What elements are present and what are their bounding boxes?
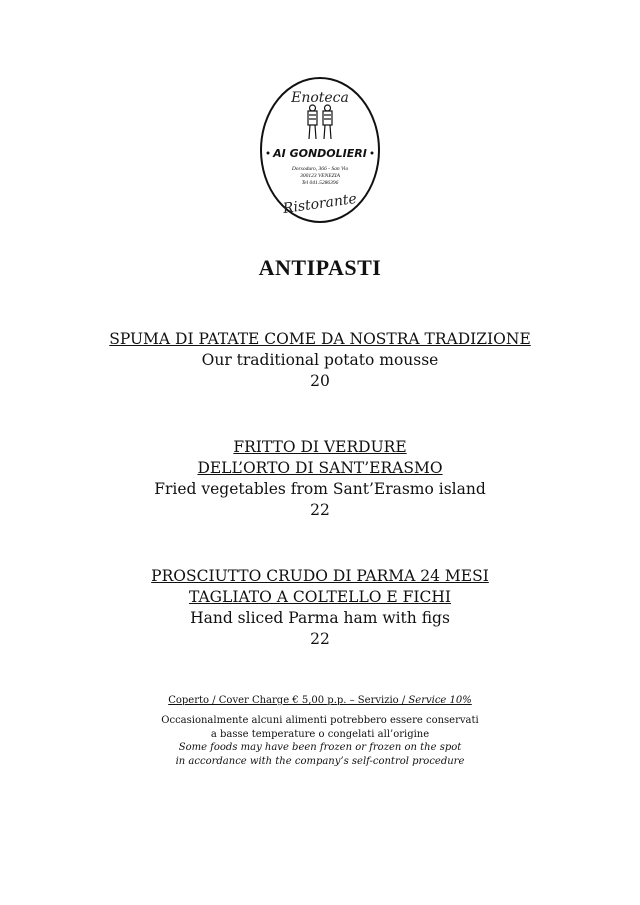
item-name: DELL’ORTO DI SANT’ERASMO: [197, 459, 443, 477]
storage-note: [0, 714, 640, 768]
menu-item: [0, 566, 640, 650]
note-it-1: Occasionalmente alcuni alimenti potrebbero essere conservati: [161, 715, 479, 726]
svg-text:Enoteca: Enoteca: [291, 90, 349, 106]
item-name: TAGLIATO A COLTELLO E FICHI: [188, 588, 451, 606]
svg-text:AI GONDOLIERI: AI GONDOLIERI: [273, 147, 367, 160]
note-en-1: Some foods may have been frozen or frozen on the spot: [178, 742, 462, 753]
svg-text:Tel 041.5286396: Tel 041.5286396: [301, 180, 339, 186]
item-name: SPUMA DI PATATE COME DA NOSTRA TRADIZIONE: [109, 330, 531, 348]
svg-text:Ristorante: Ristorante: [281, 190, 358, 218]
cover-charge: [0, 694, 640, 708]
restaurant-logo: [258, 75, 382, 225]
item-description: Fried vegetables from Sant’Erasmo island: [154, 480, 486, 498]
note-en-2: in accordance with the company’s self-control procedure: [175, 755, 465, 767]
service-charge: Service 10%: [408, 695, 472, 706]
item-description: Hand sliced Parma ham with figs: [190, 609, 450, 627]
cover-charge-text: Coperto / Cover Charge € 5,00 p.p. – Servizio /: [168, 695, 409, 706]
item-name: PROSCIUTTO CRUDO DI PARMA 24 MESI: [151, 567, 489, 585]
section-title: ANTIPASTI: [258, 255, 382, 280]
note-it-2: a basse temperature o congelati all’origine: [210, 728, 430, 740]
item-price: 22: [310, 630, 330, 648]
item-price: 22: [310, 501, 330, 519]
svg-text:Dorsoduro, 366 - San Vio: Dorsoduro, 366 - San Vio: [291, 166, 349, 172]
item-price: 20: [310, 372, 330, 390]
svg-text:300123 VENEZIA: 300123 VENEZIA: [300, 173, 340, 179]
item-description: Our traditional potato mousse: [201, 351, 439, 369]
menu-item: [0, 329, 640, 392]
menu-item: [0, 437, 640, 521]
item-name: FRITTO DI VERDURE: [233, 438, 407, 456]
